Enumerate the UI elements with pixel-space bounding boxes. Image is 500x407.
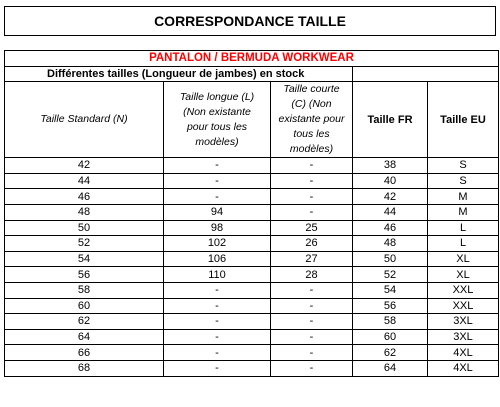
- size-table: [4, 50, 499, 377]
- cell-eu: 3XL: [428, 329, 499, 345]
- table-row: [5, 314, 499, 330]
- cell-courte: -: [271, 298, 353, 314]
- size-table-body: [5, 51, 499, 377]
- cell-eu: 4XL: [428, 360, 499, 376]
- cell-courte: -: [271, 158, 353, 174]
- cell-standard: 66: [5, 345, 164, 361]
- table-row: [5, 236, 499, 252]
- cell-fr: 44: [353, 204, 428, 220]
- cell-fr: 38: [353, 158, 428, 174]
- cell-courte: 28: [271, 267, 353, 283]
- cell-standard: 46: [5, 189, 164, 205]
- cell-fr: 46: [353, 220, 428, 236]
- cell-standard: 48: [5, 204, 164, 220]
- cell-eu: L: [428, 220, 499, 236]
- table-row: [5, 173, 499, 189]
- cell-longue: 106: [164, 251, 271, 267]
- cell-courte: -: [271, 282, 353, 298]
- cell-standard: 68: [5, 360, 164, 376]
- cell-longue: 102: [164, 236, 271, 252]
- cell-longue: -: [164, 360, 271, 376]
- table-row: [5, 329, 499, 345]
- cell-courte: 26: [271, 236, 353, 252]
- cell-standard: 60: [5, 298, 164, 314]
- header-fr: Taille FR: [353, 82, 428, 158]
- cell-fr: 52: [353, 267, 428, 283]
- subtitle: Différentes tailles (Longueur de jambes) en stock: [5, 66, 353, 82]
- cell-courte: -: [271, 329, 353, 345]
- cell-eu: 3XL: [428, 314, 499, 330]
- header-eu: Taille EU: [428, 82, 499, 158]
- header-row: [5, 82, 499, 158]
- cell-fr: 48: [353, 236, 428, 252]
- cell-standard: 42: [5, 158, 164, 174]
- cell-courte: -: [271, 345, 353, 361]
- page-title: CORRESPONDANCE TAILLE: [4, 6, 496, 36]
- cell-fr: 42: [353, 189, 428, 205]
- cell-eu: L: [428, 236, 499, 252]
- cell-fr: 64: [353, 360, 428, 376]
- cell-fr: 40: [353, 173, 428, 189]
- subtitle-blank-cell: [353, 66, 499, 82]
- cell-fr: 50: [353, 251, 428, 267]
- cell-eu: XL: [428, 251, 499, 267]
- table-row: [5, 189, 499, 205]
- subtitle-row: [5, 66, 499, 82]
- table-row: [5, 360, 499, 376]
- cell-eu: 4XL: [428, 345, 499, 361]
- cell-fr: 58: [353, 314, 428, 330]
- section-title: PANTALON / BERMUDA WORKWEAR: [5, 51, 499, 67]
- cell-longue: -: [164, 314, 271, 330]
- table-row: [5, 251, 499, 267]
- cell-standard: 64: [5, 329, 164, 345]
- header-standard: [5, 82, 164, 158]
- cell-courte: -: [271, 173, 353, 189]
- cell-longue: -: [164, 345, 271, 361]
- cell-longue: -: [164, 173, 271, 189]
- table-row: [5, 158, 499, 174]
- cell-courte: -: [271, 189, 353, 205]
- cell-courte: 25: [271, 220, 353, 236]
- cell-longue: -: [164, 282, 271, 298]
- cell-courte: -: [271, 204, 353, 220]
- header-courte: [271, 82, 353, 158]
- cell-longue: 110: [164, 267, 271, 283]
- section-title-row: [5, 51, 499, 67]
- cell-fr: 54: [353, 282, 428, 298]
- cell-eu: S: [428, 158, 499, 174]
- cell-eu: XXL: [428, 282, 499, 298]
- cell-longue: -: [164, 298, 271, 314]
- header-standard-label: Taille Standard (N): [40, 113, 128, 126]
- cell-standard: 52: [5, 236, 164, 252]
- table-row: [5, 345, 499, 361]
- table-row: [5, 267, 499, 283]
- cell-standard: 50: [5, 220, 164, 236]
- table-row: [5, 220, 499, 236]
- cell-fr: 60: [353, 329, 428, 345]
- cell-standard: 56: [5, 267, 164, 283]
- header-longue: [164, 82, 271, 158]
- header-courte-label: Taille courte (C) (Non existante pour tous les modèles): [278, 83, 345, 156]
- cell-eu: S: [428, 173, 499, 189]
- header-longue-label: Taille longue (L) (Non existante pour tous les modèles): [179, 90, 255, 148]
- cell-fr: 56: [353, 298, 428, 314]
- table-row: [5, 204, 499, 220]
- cell-courte: -: [271, 360, 353, 376]
- cell-longue: -: [164, 329, 271, 345]
- cell-longue: 98: [164, 220, 271, 236]
- cell-courte: 27: [271, 251, 353, 267]
- cell-standard: 58: [5, 282, 164, 298]
- cell-eu: XL: [428, 267, 499, 283]
- table-row: [5, 298, 499, 314]
- cell-longue: -: [164, 189, 271, 205]
- cell-standard: 62: [5, 314, 164, 330]
- table-row: [5, 282, 499, 298]
- cell-courte: -: [271, 314, 353, 330]
- cell-longue: -: [164, 158, 271, 174]
- cell-standard: 54: [5, 251, 164, 267]
- cell-eu: M: [428, 204, 499, 220]
- cell-standard: 44: [5, 173, 164, 189]
- cell-fr: 62: [353, 345, 428, 361]
- cell-eu: XXL: [428, 298, 499, 314]
- cell-eu: M: [428, 189, 499, 205]
- cell-longue: 94: [164, 204, 271, 220]
